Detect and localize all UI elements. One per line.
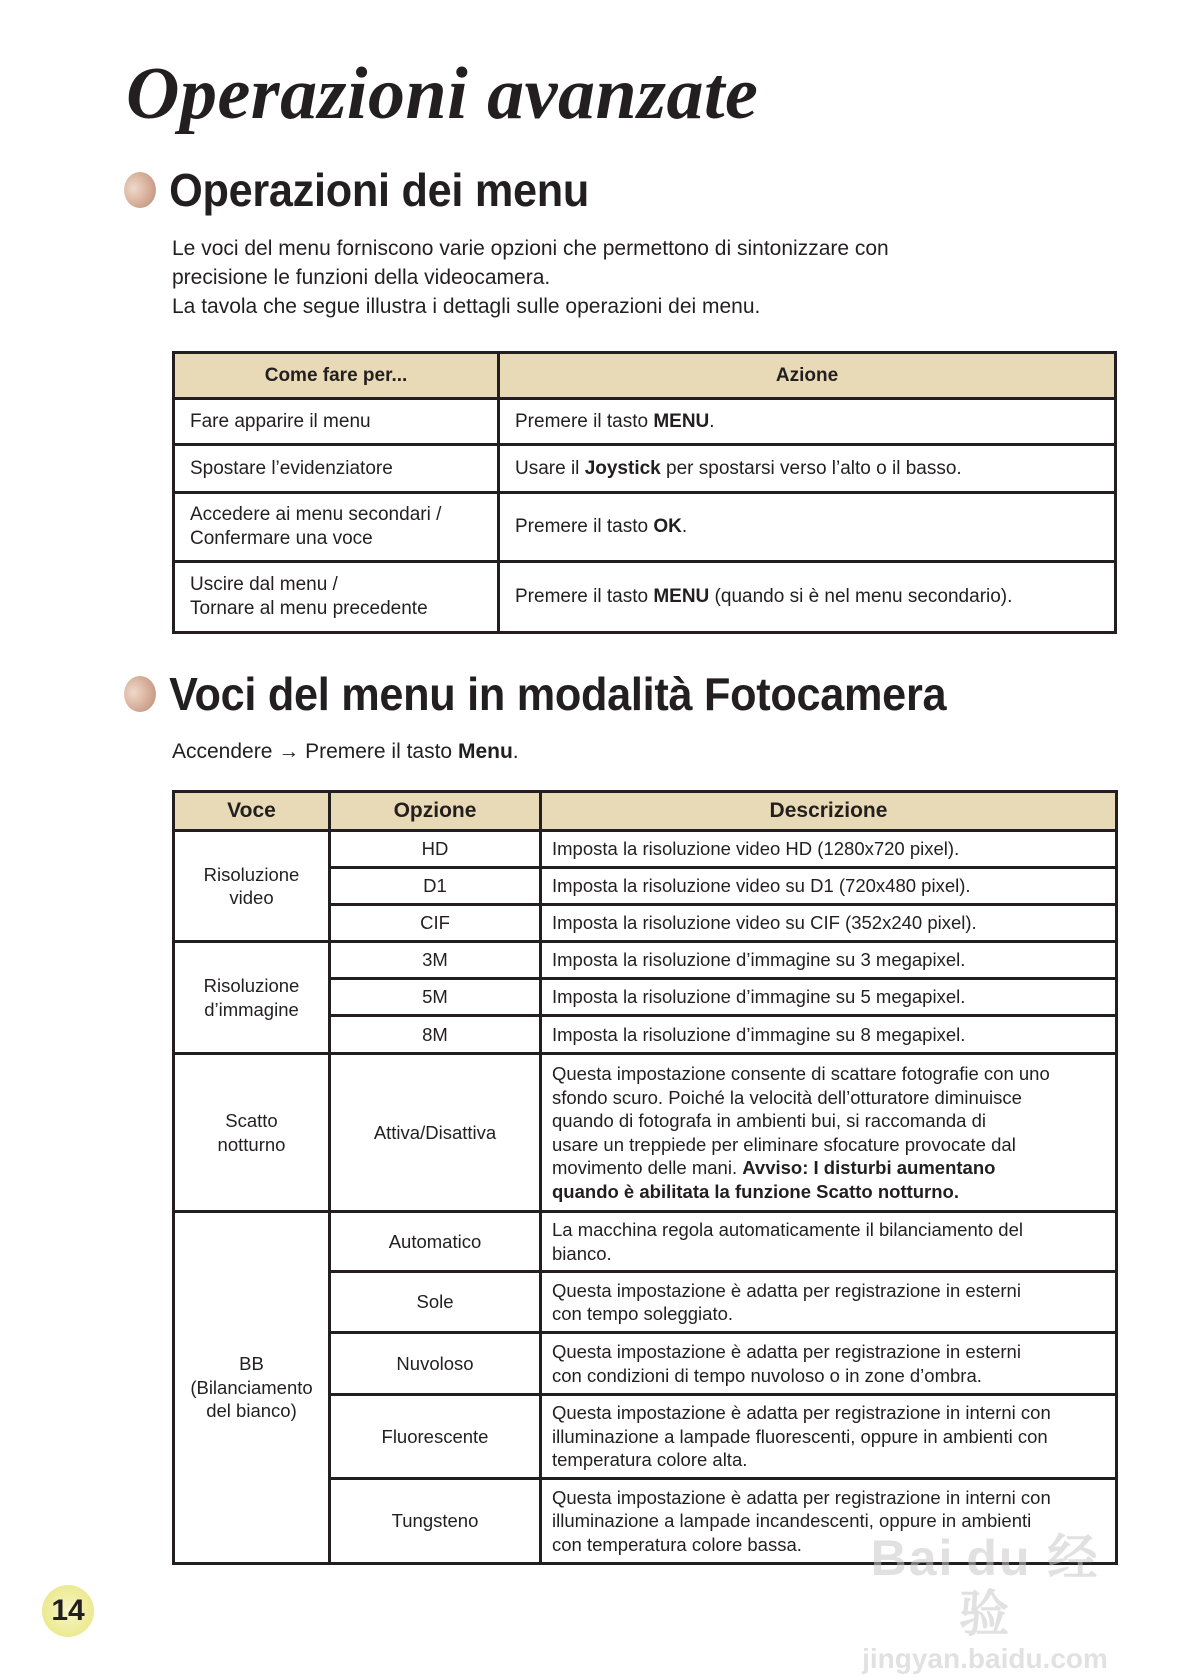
- bullet-icon: [124, 676, 156, 712]
- intro-line: Le voci del menu forniscono varie opzioni che permettono di sintonizzare con: [172, 237, 889, 260]
- column-header: Descrizione: [541, 792, 1117, 831]
- section-heading-camera-menu: [124, 666, 946, 722]
- description-cell: Imposta la risoluzione d’immagine su 5 megapixel.: [541, 979, 1117, 1016]
- table-row: [174, 1054, 1117, 1212]
- instruction-text: Accendere → Premere il tasto Menu.: [172, 740, 519, 763]
- intro-line: precisione le funzioni della videocamera.: [172, 266, 551, 289]
- action-cell: Premere il tasto OK.: [499, 493, 1116, 562]
- section-heading-text: Voci del menu in modalità Fotocamera: [169, 668, 947, 720]
- table-row: [174, 831, 1117, 868]
- table-row: [174, 942, 1117, 979]
- bullet-icon: [124, 172, 156, 208]
- option-cell: Fluorescente: [330, 1395, 541, 1479]
- option-cell: HD: [330, 831, 541, 868]
- description-cell: Questa impostazione è adatta per registrazione in interni con illuminazione a lampade incandescenti, oppure in ambienti con temperatura colore bassa.: [541, 1479, 1117, 1564]
- voce-cell: Risoluzione video: [174, 831, 330, 942]
- table-row: [174, 445, 1116, 493]
- column-header: Come fare per...: [174, 353, 499, 399]
- table-row: [174, 399, 1116, 445]
- how-cell: Accedere ai menu secondari / Confermare una voce: [174, 493, 499, 562]
- description-cell: Imposta la risoluzione video su D1 (720x480 pixel).: [541, 868, 1117, 905]
- option-cell: 5M: [330, 979, 541, 1016]
- option-cell: CIF: [330, 905, 541, 942]
- action-cell: Premere il tasto MENU (quando si è nel menu secondario).: [499, 562, 1116, 633]
- option-cell: Attiva/Disattiva: [330, 1054, 541, 1212]
- description-cell: La macchina regola automaticamente il bilanciamento del bianco.: [541, 1212, 1117, 1272]
- page-title: Operazioni avanzate: [126, 53, 759, 135]
- intro-paragraph: [172, 234, 889, 321]
- action-cell: Premere il tasto MENU.: [499, 399, 1116, 445]
- option-cell: Tungsteno: [330, 1479, 541, 1564]
- column-header: Voce: [174, 792, 330, 831]
- section-heading-text: Operazioni dei menu: [169, 164, 590, 216]
- description-cell: Imposta la risoluzione video HD (1280x720 pixel).: [541, 831, 1117, 868]
- description-cell: Imposta la risoluzione d’immagine su 8 megapixel.: [541, 1016, 1117, 1054]
- voce-cell: Risoluzione d’immagine: [174, 942, 330, 1054]
- table-row: [174, 562, 1116, 633]
- description-cell: Questa impostazione consente di scattare fotografie con uno sfondo scuro. Poiché la velocità dell’otturatore diminuisce quando di fotografa in ambienti bui, si raccomanda di usare un treppiede per eliminare sfocature provocate dal movimento delle mani. Avviso: I disturbi aumentano quando è abilitata la funzione Scatto notturno.: [541, 1054, 1117, 1212]
- voce-cell: Scatto notturno: [174, 1054, 330, 1212]
- how-cell: Uscire dal menu / Tornare al menu precedente: [174, 562, 499, 633]
- voce-cell: BB (Bilanciamento del bianco): [174, 1212, 330, 1564]
- menu-operations-table: [172, 351, 1117, 634]
- watermark-text: Bai du 经验: [870, 1530, 1100, 1642]
- how-cell: Fare apparire il menu: [174, 399, 499, 445]
- description-cell: Imposta la risoluzione video su CIF (352x240 pixel).: [541, 905, 1117, 942]
- table-header-row: [174, 353, 1116, 399]
- page-number-badge: [42, 1585, 94, 1637]
- option-cell: D1: [330, 868, 541, 905]
- camera-menu-table: [172, 790, 1118, 1565]
- section-heading-menu-operations: [124, 162, 589, 218]
- option-cell: Sole: [330, 1272, 541, 1333]
- description-cell: Questa impostazione è adatta per registrazione in interni con illuminazione a lampade fluorescenti, oppure in ambienti con temperatura colore alta.: [541, 1395, 1117, 1479]
- option-cell: Nuvoloso: [330, 1333, 541, 1395]
- table-row: [174, 1212, 1117, 1272]
- description-cell: Questa impostazione è adatta per registrazione in esterni con condizioni di tempo nuvoloso o in zone d’ombra.: [541, 1333, 1117, 1395]
- description-cell: Questa impostazione è adatta per registrazione in esterni con tempo soleggiato.: [541, 1272, 1117, 1333]
- table-row: [174, 493, 1116, 562]
- how-cell: Spostare l’evidenziatore: [174, 445, 499, 493]
- column-header: Azione: [499, 353, 1116, 399]
- table-header-row: [174, 792, 1117, 831]
- intro-line: La tavola che segue illustra i dettagli sulle operazioni dei menu.: [172, 295, 761, 318]
- page-number: 14: [51, 1594, 85, 1627]
- watermark-url: jingyan.baidu.com: [862, 1643, 1108, 1674]
- description-cell: Imposta la risoluzione d’immagine su 3 megapixel.: [541, 942, 1117, 979]
- column-header: Opzione: [330, 792, 541, 831]
- option-cell: 8M: [330, 1016, 541, 1054]
- option-cell: 3M: [330, 942, 541, 979]
- option-cell: Automatico: [330, 1212, 541, 1272]
- action-cell: Usare il Joystick per spostarsi verso l’alto o il basso.: [499, 445, 1116, 493]
